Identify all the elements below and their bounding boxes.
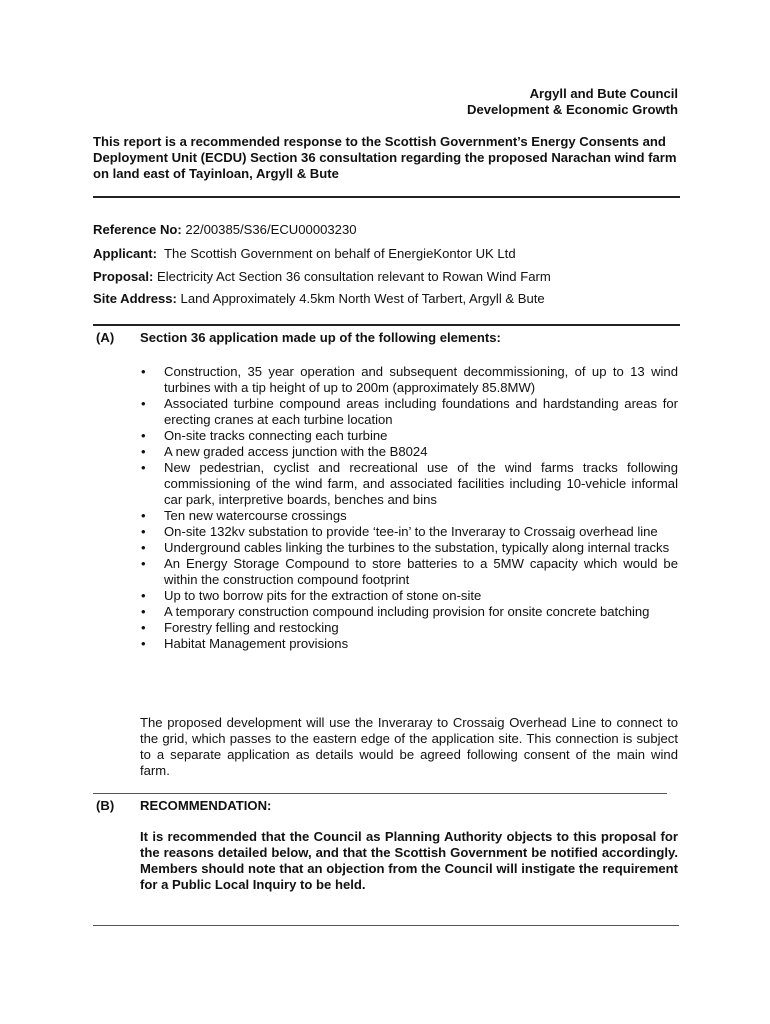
divider-section-b: [93, 793, 667, 794]
proposal-label: Proposal:: [93, 269, 154, 284]
divider-bottom: [93, 925, 679, 926]
site-address-field: [93, 291, 545, 307]
proposal-value: Electricity Act Section 36 consultation relevant to Rowan Wind Farm: [153, 269, 551, 284]
list-item: • Ten new watercourse crossings: [140, 508, 678, 524]
site-address-label: Site Address:: [93, 291, 177, 306]
council-header: [467, 86, 678, 118]
applicant-field: [93, 246, 516, 262]
list-item: • New pedestrian, cyclist and recreational use of the wind farms tracks following commissioning of the wind farm, and associated facilities including 10-vehicle informal car park, interpretive boards, benches and bins: [140, 460, 678, 508]
list-item: • Construction, 35 year operation and subsequent decommissioning, of up to 13 wind turbines with a tip height of up to 200m (approximately 85.8MW): [140, 364, 678, 396]
proposal-field: [93, 269, 551, 285]
list-item: • An Energy Storage Compound to store batteries to a 5MW capacity which would be within the construction compound footprint: [140, 556, 678, 588]
elements-list: [140, 364, 678, 652]
section-b-title: RECOMMENDATION:: [140, 798, 272, 813]
list-item: • Forestry felling and restocking: [140, 620, 678, 636]
report-intro: This report is a recommended response to the Scottish Government’s Energy Consents and Deployment Unit (ECDU) Section 36 consultation regarding the proposed Narachan wind farm on land east of Tayinloan, Argyll & Bute: [93, 134, 677, 181]
reference-value: 22/00385/S36/ECU00003230: [181, 222, 357, 237]
department-name: Development & Economic Growth: [467, 102, 678, 117]
applicant-label: Applicant:: [93, 246, 158, 261]
list-item: • Underground cables linking the turbines to the substation, typically along internal tracks: [140, 540, 678, 556]
reference-field: [93, 222, 357, 238]
recommendation-paragraph: It is recommended that the Council as Planning Authority objects to this proposal for the reasons detailed below, and that the Scottish Government be notified accordingly. Members should note that an objection from the Council will instigate the requirement for a Public Local Inquiry to be held.: [140, 829, 678, 892]
grid-connection-paragraph: The proposed development will use the Inveraray to Crossaig Overhead Line to connect to the grid, which passes to the eastern edge of the application site. This connection is subject to a separate application as details would be agreed following consent of the main wind farm.: [140, 715, 678, 778]
list-item: • A temporary construction compound including provision for onsite concrete batching: [140, 604, 678, 620]
reference-label: Reference No:: [93, 222, 182, 237]
applicant-value: The Scottish Government on behalf of EnergieKontor UK Ltd: [157, 246, 516, 261]
divider-top: [93, 196, 680, 198]
site-address-value: Land Approximately 4.5km North West of Tarbert, Argyll & Bute: [176, 291, 545, 306]
list-item: • Up to two borrow pits for the extraction of stone on-site: [140, 588, 678, 604]
section-a-title: Section 36 application made up of the following elements:: [140, 330, 501, 345]
list-item: • A new graded access junction with the B8024: [140, 444, 678, 460]
council-name: Argyll and Bute Council: [529, 86, 678, 101]
divider-section-a: [93, 324, 680, 326]
section-b-label: (B): [96, 798, 115, 813]
list-item: • Associated turbine compound areas including foundations and hardstanding areas for erecting cranes at each turbine location: [140, 396, 678, 428]
list-item: • On-site 132kv substation to provide ‘tee-in’ to the Inveraray to Crossaig overhead line: [140, 524, 678, 540]
section-a-label: (A): [96, 330, 115, 345]
list-item: • Habitat Management provisions: [140, 636, 678, 652]
list-item: • On-site tracks connecting each turbine: [140, 428, 678, 444]
